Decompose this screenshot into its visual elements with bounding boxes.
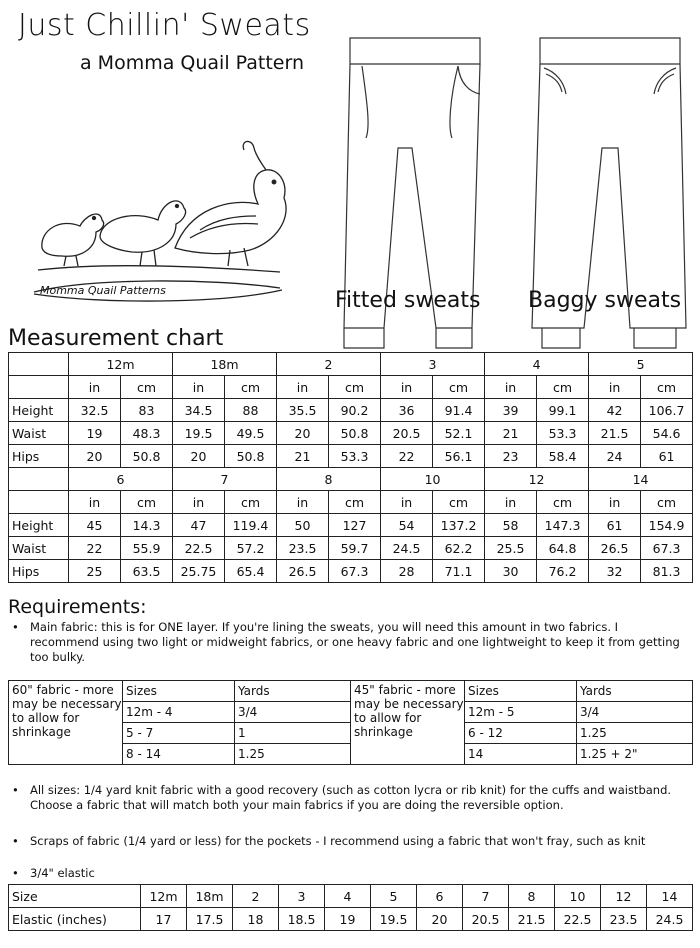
size-header: 4 bbox=[485, 353, 589, 376]
page-subtitle: a Momma Quail Pattern bbox=[80, 52, 304, 74]
elastic-value-cell: 19 bbox=[325, 908, 371, 931]
size-header: 10 bbox=[381, 468, 485, 491]
measurement-row bbox=[9, 445, 693, 468]
elastic-value-cell: 19.5 bbox=[371, 908, 417, 931]
measurement-cell: 23.5 bbox=[277, 537, 329, 560]
fabric-header-row bbox=[9, 681, 693, 702]
row-label: Height bbox=[9, 514, 69, 537]
measurement-cell: 32.5 bbox=[69, 399, 121, 422]
measurement-cell: 64.8 bbox=[537, 537, 589, 560]
measurement-cell: 50.8 bbox=[329, 422, 381, 445]
unit-cm: cm bbox=[121, 376, 173, 399]
measurement-cell: 50.8 bbox=[225, 445, 277, 468]
all-sizes-text: All sizes: 1/4 yard knit fabric with a good recovery (such as cotton lycra or rib knit) for the cuffs and waistband. Choose a fabric that will match both your main fabrics if you are doing the reversible option. bbox=[30, 783, 672, 812]
measurement-cell: 65.4 bbox=[225, 560, 277, 583]
unit-in: in bbox=[277, 376, 329, 399]
measurement-cell: 53.3 bbox=[329, 445, 381, 468]
measurement-cell: 67.3 bbox=[641, 537, 693, 560]
fabric-60-label: 60" fabric - more may be necessary to allow for shrinkage bbox=[9, 681, 123, 765]
measurement-cell: 147.3 bbox=[537, 514, 589, 537]
measurement-chart-heading: Measurement chart bbox=[8, 326, 224, 351]
measurement-row bbox=[9, 422, 693, 445]
elastic-value-cell: 20.5 bbox=[463, 908, 509, 931]
fabric-60-yards: 3/4 bbox=[235, 702, 351, 723]
measurement-cell: 36 bbox=[381, 399, 433, 422]
unit-cm: cm bbox=[121, 491, 173, 514]
elastic-size-cell: 2 bbox=[233, 885, 279, 908]
measurement-cell: 52.1 bbox=[433, 422, 485, 445]
measurement-cell: 88 bbox=[225, 399, 277, 422]
measurement-cell: 50 bbox=[277, 514, 329, 537]
size-header: 5 bbox=[589, 353, 693, 376]
elastic-value-cell: 17.5 bbox=[187, 908, 233, 931]
measurement-cell: 54 bbox=[381, 514, 433, 537]
measurement-cell: 34.5 bbox=[173, 399, 225, 422]
fabric-45-label: 45" fabric - more may be necessary to allow for shrinkage bbox=[351, 681, 465, 765]
measurement-cell: 90.2 bbox=[329, 399, 381, 422]
unit-in: in bbox=[277, 491, 329, 514]
unit-row bbox=[9, 376, 693, 399]
corner-cell bbox=[9, 491, 69, 514]
elastic-value-cell: 23.5 bbox=[601, 908, 647, 931]
measurement-cell: 106.7 bbox=[641, 399, 693, 422]
bullet-dot: • bbox=[12, 834, 19, 848]
unit-cm: cm bbox=[641, 491, 693, 514]
fabric-45-size: 6 - 12 bbox=[465, 723, 577, 744]
size-header: 7 bbox=[173, 468, 277, 491]
elastic-size-cell: 10 bbox=[555, 885, 601, 908]
row-label: Waist bbox=[9, 537, 69, 560]
measurement-cell: 25 bbox=[69, 560, 121, 583]
measurement-cell: 39 bbox=[485, 399, 537, 422]
measurement-cell: 35.5 bbox=[277, 399, 329, 422]
chick-small-drawing bbox=[42, 214, 104, 256]
unit-cm: cm bbox=[433, 491, 485, 514]
unit-in: in bbox=[381, 491, 433, 514]
corner-cell bbox=[9, 468, 69, 491]
measurement-cell: 63.5 bbox=[121, 560, 173, 583]
size-header: 8 bbox=[277, 468, 381, 491]
measurement-cell: 25.5 bbox=[485, 537, 537, 560]
scraps-text: Scraps of fabric (1/4 yard or less) for the pockets - I recommend using a fabric that won't fray, such as knit bbox=[30, 834, 646, 848]
size-header: 12 bbox=[485, 468, 589, 491]
elastic-table bbox=[8, 884, 693, 931]
measurement-cell: 54.6 bbox=[641, 422, 693, 445]
unit-in: in bbox=[69, 376, 121, 399]
elastic-size-cell: 12m bbox=[141, 885, 187, 908]
fabric-60-sizes-header: Sizes bbox=[123, 681, 235, 702]
baggy-sweats-caption: Baggy sweats bbox=[528, 288, 682, 313]
bullet-dot: • bbox=[12, 620, 19, 634]
size-header-row bbox=[9, 468, 693, 491]
measurement-cell: 20 bbox=[277, 422, 329, 445]
row-label: Height bbox=[9, 399, 69, 422]
unit-in: in bbox=[173, 376, 225, 399]
measurement-cell: 42 bbox=[589, 399, 641, 422]
fabric-45-yards: 1.25 bbox=[577, 723, 693, 744]
measurement-cell: 91.4 bbox=[433, 399, 485, 422]
measurement-cell: 76.2 bbox=[537, 560, 589, 583]
measurement-cell: 67.3 bbox=[329, 560, 381, 583]
unit-cm: cm bbox=[329, 491, 381, 514]
elastic-label: Elastic (inches) bbox=[9, 908, 141, 931]
requirements-heading: Requirements: bbox=[8, 596, 147, 618]
unit-in: in bbox=[485, 376, 537, 399]
measurement-cell: 56.1 bbox=[433, 445, 485, 468]
size-header: 3 bbox=[381, 353, 485, 376]
measurement-cell: 21 bbox=[277, 445, 329, 468]
measurement-cell: 58.4 bbox=[537, 445, 589, 468]
baggy-sweats-drawing bbox=[530, 28, 690, 368]
fabric-45-yards: 3/4 bbox=[577, 702, 693, 723]
measurement-cell: 32 bbox=[589, 560, 641, 583]
measurement-cell: 22 bbox=[69, 537, 121, 560]
quail-family-illustration bbox=[30, 138, 290, 308]
measurement-cell: 59.7 bbox=[329, 537, 381, 560]
page-title: Just Chillin' Sweats bbox=[18, 8, 311, 43]
elastic-value-cell: 20 bbox=[417, 908, 463, 931]
elastic-size-cell: 18m bbox=[187, 885, 233, 908]
measurement-cell: 19 bbox=[69, 422, 121, 445]
size-header: 18m bbox=[173, 353, 277, 376]
measurement-cell: 20 bbox=[69, 445, 121, 468]
measurement-cell: 22.5 bbox=[173, 537, 225, 560]
elastic-value-cell: 24.5 bbox=[647, 908, 693, 931]
unit-cm: cm bbox=[225, 491, 277, 514]
measurement-cell: 50.8 bbox=[121, 445, 173, 468]
elastic-size-cell: 6 bbox=[417, 885, 463, 908]
measurement-cell: 20.5 bbox=[381, 422, 433, 445]
measurement-cell: 61 bbox=[641, 445, 693, 468]
corner-cell bbox=[9, 353, 69, 376]
measurement-row bbox=[9, 560, 693, 583]
fabric-yardage-table bbox=[8, 680, 693, 765]
elastic-value-cell: 21.5 bbox=[509, 908, 555, 931]
unit-cm: cm bbox=[537, 376, 589, 399]
measurement-cell: 62.2 bbox=[433, 537, 485, 560]
corner-cell bbox=[9, 376, 69, 399]
measurement-cell: 55.9 bbox=[121, 537, 173, 560]
unit-cm: cm bbox=[329, 376, 381, 399]
row-label: Waist bbox=[9, 422, 69, 445]
elastic-size-cell: 12 bbox=[601, 885, 647, 908]
measurement-cell: 47 bbox=[173, 514, 225, 537]
row-label: Hips bbox=[9, 560, 69, 583]
fabric-45-sizes-header: Sizes bbox=[465, 681, 577, 702]
measurement-cell: 45 bbox=[69, 514, 121, 537]
elastic-value-row bbox=[9, 908, 693, 931]
fabric-60-size: 5 - 7 bbox=[123, 723, 235, 744]
measurement-cell: 61 bbox=[589, 514, 641, 537]
measurement-cell: 119.4 bbox=[225, 514, 277, 537]
measurement-cell: 154.9 bbox=[641, 514, 693, 537]
fabric-45-yards: 1.25 + 2" bbox=[577, 744, 693, 765]
measurement-cell: 19.5 bbox=[173, 422, 225, 445]
unit-row bbox=[9, 491, 693, 514]
measurement-cell: 57.2 bbox=[225, 537, 277, 560]
fitted-sweats-drawing bbox=[340, 28, 490, 368]
measurement-cell: 22 bbox=[381, 445, 433, 468]
measurement-row bbox=[9, 399, 693, 422]
size-header: 12m bbox=[69, 353, 173, 376]
unit-in: in bbox=[589, 376, 641, 399]
unit-in: in bbox=[173, 491, 225, 514]
elastic-value-cell: 18.5 bbox=[279, 908, 325, 931]
measurement-cell: 137.2 bbox=[433, 514, 485, 537]
measurement-cell: 53.3 bbox=[537, 422, 589, 445]
measurement-cell: 14.3 bbox=[121, 514, 173, 537]
fabric-60-yards: 1 bbox=[235, 723, 351, 744]
elastic-size-cell: 5 bbox=[371, 885, 417, 908]
fabric-60-yards-header: Yards bbox=[235, 681, 351, 702]
unit-cm: cm bbox=[433, 376, 485, 399]
logo-text: Momma Quail Patterns bbox=[40, 284, 166, 297]
size-header: 6 bbox=[69, 468, 173, 491]
measurement-row bbox=[9, 514, 693, 537]
measurement-cell: 23 bbox=[485, 445, 537, 468]
elastic-size-cell: 4 bbox=[325, 885, 371, 908]
size-label: Size bbox=[9, 885, 141, 908]
elastic-text: 3/4" elastic bbox=[30, 866, 95, 880]
row-label: Hips bbox=[9, 445, 69, 468]
unit-cm: cm bbox=[537, 491, 589, 514]
adult-quail-drawing bbox=[175, 170, 286, 254]
measurement-cell: 26.5 bbox=[589, 537, 641, 560]
size-header-row bbox=[9, 353, 693, 376]
measurement-cell: 99.1 bbox=[537, 399, 589, 422]
elastic-size-cell: 7 bbox=[463, 885, 509, 908]
elastic-value-cell: 22.5 bbox=[555, 908, 601, 931]
unit-in: in bbox=[69, 491, 121, 514]
elastic-size-cell: 3 bbox=[279, 885, 325, 908]
fabric-45-size: 14 bbox=[465, 744, 577, 765]
fabric-45-size: 12m - 5 bbox=[465, 702, 577, 723]
measurement-cell: 21.5 bbox=[589, 422, 641, 445]
fabric-60-yards: 1.25 bbox=[235, 744, 351, 765]
measurement-cell: 127 bbox=[329, 514, 381, 537]
chick-medium-drawing bbox=[100, 201, 186, 252]
bullet-dot: • bbox=[12, 783, 19, 797]
measurement-cell: 20 bbox=[173, 445, 225, 468]
fitted-sweats-caption: Fitted sweats bbox=[335, 288, 481, 313]
measurement-row bbox=[9, 537, 693, 560]
measurement-cell: 81.3 bbox=[641, 560, 693, 583]
fabric-45-yards-header: Yards bbox=[577, 681, 693, 702]
measurement-cell: 26.5 bbox=[277, 560, 329, 583]
measurement-cell: 25.75 bbox=[173, 560, 225, 583]
size-header: 2 bbox=[277, 353, 381, 376]
fabric-60-size: 12m - 4 bbox=[123, 702, 235, 723]
elastic-size-row bbox=[9, 885, 693, 908]
unit-cm: cm bbox=[225, 376, 277, 399]
elastic-value-cell: 17 bbox=[141, 908, 187, 931]
unit-in: in bbox=[485, 491, 537, 514]
measurement-table bbox=[8, 352, 693, 583]
measurement-cell: 24 bbox=[589, 445, 641, 468]
main-fabric-text: Main fabric: this is for ONE layer. If you're lining the sweats, you will need this amount in two fabrics. I recommend using two light or midweight fabrics, or one heavy fabric and one lightweight to keep it from getting too bulky. bbox=[30, 620, 680, 664]
elastic-size-cell: 14 bbox=[647, 885, 693, 908]
measurement-cell: 21 bbox=[485, 422, 537, 445]
measurement-cell: 58 bbox=[485, 514, 537, 537]
measurement-cell: 48.3 bbox=[121, 422, 173, 445]
unit-in: in bbox=[381, 376, 433, 399]
measurement-cell: 24.5 bbox=[381, 537, 433, 560]
size-header: 14 bbox=[589, 468, 693, 491]
fabric-60-size: 8 - 14 bbox=[123, 744, 235, 765]
measurement-cell: 83 bbox=[121, 399, 173, 422]
measurement-cell: 28 bbox=[381, 560, 433, 583]
elastic-size-cell: 8 bbox=[509, 885, 555, 908]
unit-in: in bbox=[589, 491, 641, 514]
bullet-dot: • bbox=[12, 866, 19, 880]
unit-cm: cm bbox=[641, 376, 693, 399]
elastic-value-cell: 18 bbox=[233, 908, 279, 931]
measurement-cell: 71.1 bbox=[433, 560, 485, 583]
measurement-cell: 30 bbox=[485, 560, 537, 583]
measurement-cell: 49.5 bbox=[225, 422, 277, 445]
